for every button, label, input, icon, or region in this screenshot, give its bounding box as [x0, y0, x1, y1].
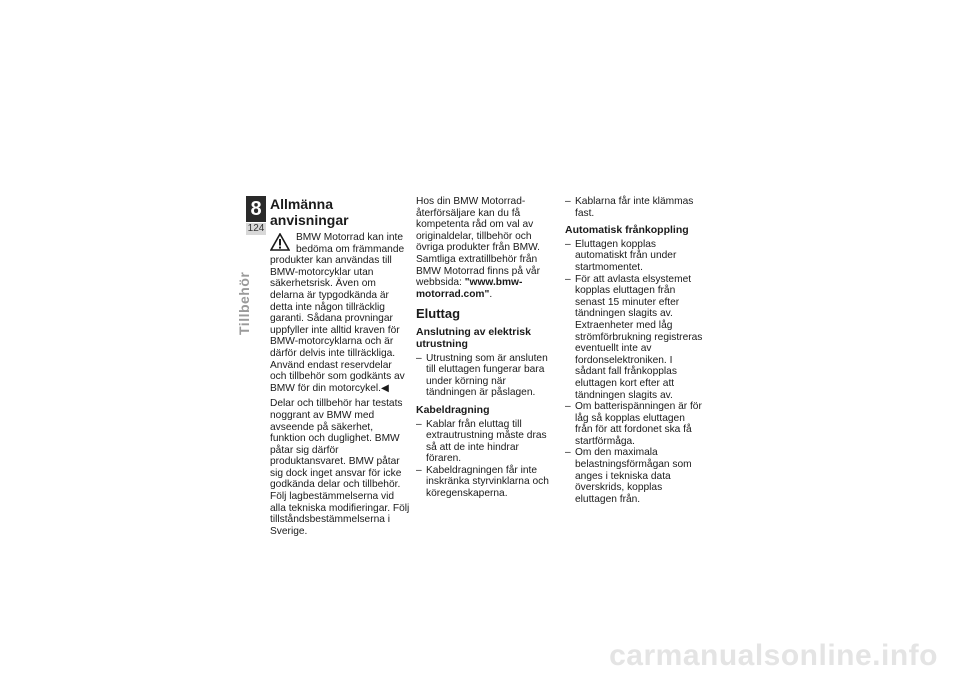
paragraph-regulations: Följ lagbestämmelserna vid alla tekniska modifieringar. Följ tillståndsbestämmelserna i Sverige. — [270, 491, 410, 537]
column-1 — [270, 196, 410, 537]
paragraph-tested-parts: Delar och tillbehör har testats noggrant av BMW med avseende på säkerhet, funktion och duglighet. BMW påtar sig därför produktansvaret. BMW påtar sig dock inget ansvar för icke godkända delar och tillbehör. — [270, 398, 403, 491]
column-3 — [565, 196, 705, 505]
paragraph-approved-parts: Använd endast reservdelar och tillbehör som godkänts av BMW för din motorcykel.◀ — [270, 359, 405, 394]
heading-general-instructions: Allmänna anvisningar — [270, 196, 349, 228]
watermark: carmanualsonline.info — [609, 639, 938, 672]
column-2 — [416, 196, 556, 500]
warning-triangle-icon — [270, 233, 290, 251]
end-mark-icon: ◀ — [380, 382, 389, 394]
list-item: – För att avlasta elsystemet kopplas eluttagen från senast 15 minuter efter tändningen slagits av. Extraenheter med låg strömförbrukning registreras eventuellt inte av fordonselektroniken. I sådant fall frånkopplas eluttagen kort efter att tändningen slagits av. — [565, 274, 705, 402]
list-item: – Kablarna får inte klämmas fast. — [565, 196, 705, 219]
subheading-connection: Anslutning av elektrisk utrustning — [416, 326, 531, 350]
chapter-tab — [246, 196, 266, 235]
warning-block — [270, 232, 410, 360]
list-item: – Utrustning som är ansluten till eluttagen fungerar bara under körning när tändningen är påslagen. — [416, 353, 556, 399]
list-item: – Om den maximala belastningsförmågan som anges i tekniska data överskrids, kopplas eluttagen från. — [565, 447, 705, 505]
list-item: – Kabeldragningen får inte inskränka styrvinklarna och köregenskaperna. — [416, 465, 556, 500]
list-item: – Kablar från eluttag till extrautrustning måste dras så att de inte hindrar föraren. — [416, 419, 556, 465]
section-title-vertical: Tillbehör — [236, 271, 252, 335]
list-item: – Eluttagen kopplas automatiskt från under startmomentet. — [565, 239, 705, 274]
page-number: 124 — [247, 223, 265, 234]
heading-outlets: Eluttag — [416, 306, 461, 322]
website-link[interactable]: "www.bmw-motorrad.com" — [416, 277, 523, 300]
paragraph-dealer-info: Hos din BMW Motorrad-återförsäljare kan du få kompetenta råd om val av originaldelar, tillbehör och övriga produkter från BMW. Samtliga extratillbehör från BMW Motorrad finns på vår webbsida: "www.bmw-motorrad.com". — [416, 196, 540, 300]
subheading-cable-routing: Kabeldragning — [416, 403, 490, 416]
chapter-number: 8 — [246, 196, 266, 222]
warning-text: BMW Motorrad kan inte bedöma om främmande produkter kan användas till BMW-motorcyklar utan säkerhetsrisk. Även om delarna är typgodkända är detta inte någon tillräcklig garanti. Sådana provningar uppfyller inte alltid kraven för BMW-motorcyklarna och är därför delvis inte tillräckliga. — [270, 232, 405, 359]
subheading-auto-disconnect: Automatisk frånkoppling — [565, 224, 689, 237]
list-item: – Om batterispänningen är för låg så kopplas eluttagen från för att fordonet ska få startförmåga. — [565, 401, 705, 447]
